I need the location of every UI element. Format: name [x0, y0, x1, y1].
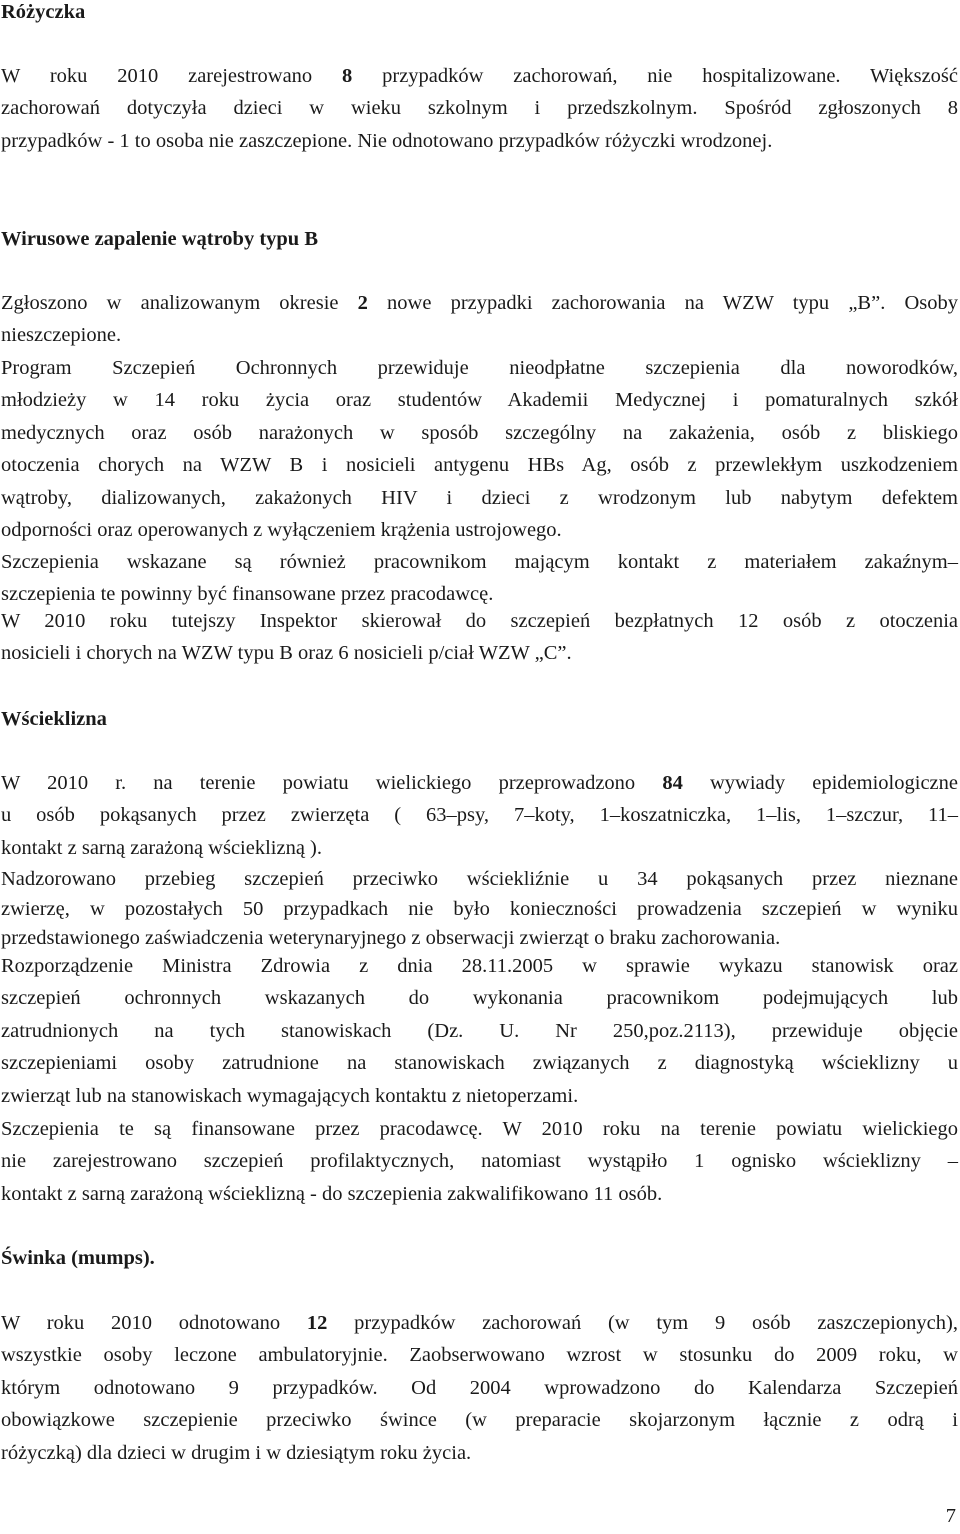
paragraph-wzw-b-3 — [1, 546, 958, 611]
text-line: szczepień ochronnych wskazanych do wykonania pracownikom podejmujących lub — [1, 987, 958, 1010]
text-line: W 2010 r. na terenie powiatu wielickiego przeprowadzono 84 wywiady epidemiologiczne — [1, 772, 958, 794]
paragraph-wzw-b-4 — [1, 605, 958, 670]
text-line: zachorowań dotyczyła dzieci w wieku szkolnym i przedszkolnym. Spośród zgłoszonych 8 — [1, 97, 958, 120]
text-line: szczepienia te powinny być finansowane przez pracodawcę. — [1, 583, 494, 606]
paragraph-wscieklizna-3 — [1, 950, 958, 1112]
heading-swinka: Świnka (mumps). — [1, 1247, 155, 1269]
text-line: kontakt z sarną zarażoną wścieklizną ). — [1, 836, 323, 859]
text-line: Szczepienia te są finansowane przez pracodawcę. W 2010 roku na terenie powiatu wielickiego — [1, 1118, 958, 1140]
text-line: przypadków - 1 to osoba nie zaszczepione. Nie odnotowano przypadków różyczki wrodzonej. — [1, 129, 773, 152]
text-line: u osób pokąsanych przez zwierzęta ( 63–psy, 7–koty, 1–koszatniczka, 1–lis, 1–szczur, 11– — [1, 804, 958, 827]
text-line: różyczką) dla dzieci w drugim i w dziesiątym roku życia. — [1, 1441, 472, 1464]
heading-wscieklizna: Wścieklizna — [1, 708, 107, 730]
paragraph-wscieklizna-1 — [1, 767, 958, 864]
text-line: kontakt z sarną zarażoną wścieklizną - do szczepienia zakwalifikowano 11 osób. — [1, 1182, 663, 1205]
text-line: W roku 2010 odnotowano 12 przypadków zachorowań (w tym 9 osób zaszczepionych), — [1, 1312, 958, 1334]
text-line: młodzieży w 14 roku życia oraz studentów Akademii Medycznej i pomaturalnych szkół — [1, 389, 958, 412]
text-line: odporności oraz operowanych z wyłączeniem krążenia ustrojowego. — [1, 519, 562, 542]
text-line: nie zarejestrowano szczepień profilaktycznych, natomiast wystąpiło 1 ognisko wścieklizny – — [1, 1150, 958, 1173]
text-line: wszystkie osoby leczone ambulatoryjnie. Zaobserwowano wzrost w stosunku do 2009 roku, w — [1, 1344, 958, 1367]
text-line: otoczenia chorych na WZW B i nosicieli antygenu HBs Ag, osób z przewlekłym uszkodzeniem — [1, 454, 958, 477]
text-line: Nadzorowano przebieg szczepień przeciwko wściekliźnie u 34 pokąsanych przez nieznane — [1, 868, 958, 890]
text-line: medycznych oraz osób narażonych w sposób szczególny na zakażenia, osób z bliskiego — [1, 421, 958, 444]
paragraph-swinka — [1, 1307, 958, 1469]
text-line: zwierząt lub na stanowiskach wymagających kontaktu z nietoperzami. — [1, 1084, 579, 1107]
heading-wzw-b: Wirusowe zapalenie wątroby typu B — [1, 228, 319, 250]
text-line: Rozporządzenie Ministra Zdrowia z dnia 28.11.2005 w sprawie wykazu stanowisk oraz — [1, 955, 958, 977]
text-line: nosicieli i chorych na WZW typu B oraz 6 nosicieli p/ciał WZW „C”. — [1, 642, 572, 665]
paragraph-rozyczka — [1, 60, 958, 157]
paragraph-wscieklizna-4 — [1, 1113, 958, 1210]
text-line: nieszczepione. — [1, 324, 122, 347]
paragraph-wscieklizna-2 — [1, 865, 958, 954]
text-line: Zgłoszono w analizowanym okresie 2 nowe przypadki zachorowania na WZW typu „B”. Osoby — [1, 292, 958, 314]
text-line: zatrudnionych na tych stanowiskach (Dz. U. Nr 250,poz.2113), przewiduje objęcie — [1, 1019, 958, 1042]
text-line: obowiązkowe szczepienie przeciwko śwince (w preparacie skojarzonym łącznie z odrą i — [1, 1409, 958, 1432]
text-line: W 2010 roku tutejszy Inspektor skierował do szczepień bezpłatnych 12 osób z otoczenia — [1, 610, 958, 632]
text-line: zwierzę, w pozostałych 50 przypadkach nie było konieczności prowadzenia szczepień w wyniku — [1, 897, 958, 920]
paragraph-wzw-b-1 — [1, 287, 958, 352]
text-line: szczepieniami osoby zatrudnione na stanowiskach związanych z diagnostyką wścieklizny u — [1, 1052, 958, 1075]
text-line: Szczepienia wskazane są również pracownikom mającym kontakt z materiałem zakaźnym– — [1, 551, 958, 573]
text-line: którym odnotowano 9 przypadków. Od 2004 wprowadzono do Kalendarza Szczepień — [1, 1376, 958, 1399]
text-line: przedstawionego zaświadczenia weterynaryjnego z obserwacji zwierząt o braku zachorowania. — [1, 927, 781, 949]
paragraph-wzw-b-2 — [1, 352, 958, 546]
text-line: W roku 2010 zarejestrowano 8 przypadków zachorowań, nie hospitalizowane. Większość — [1, 65, 958, 87]
text-line: Program Szczepień Ochronnych przewiduje nieodpłatne szczepienia dla noworodków, — [1, 357, 958, 379]
heading-rozyczka: Różyczka — [1, 1, 86, 23]
text-line: wątroby, dializowanych, zakażonych HIV i dzieci z wrodzonym lub nabytym defektem — [1, 486, 958, 509]
page-number: 7 — [945, 1505, 956, 1527]
